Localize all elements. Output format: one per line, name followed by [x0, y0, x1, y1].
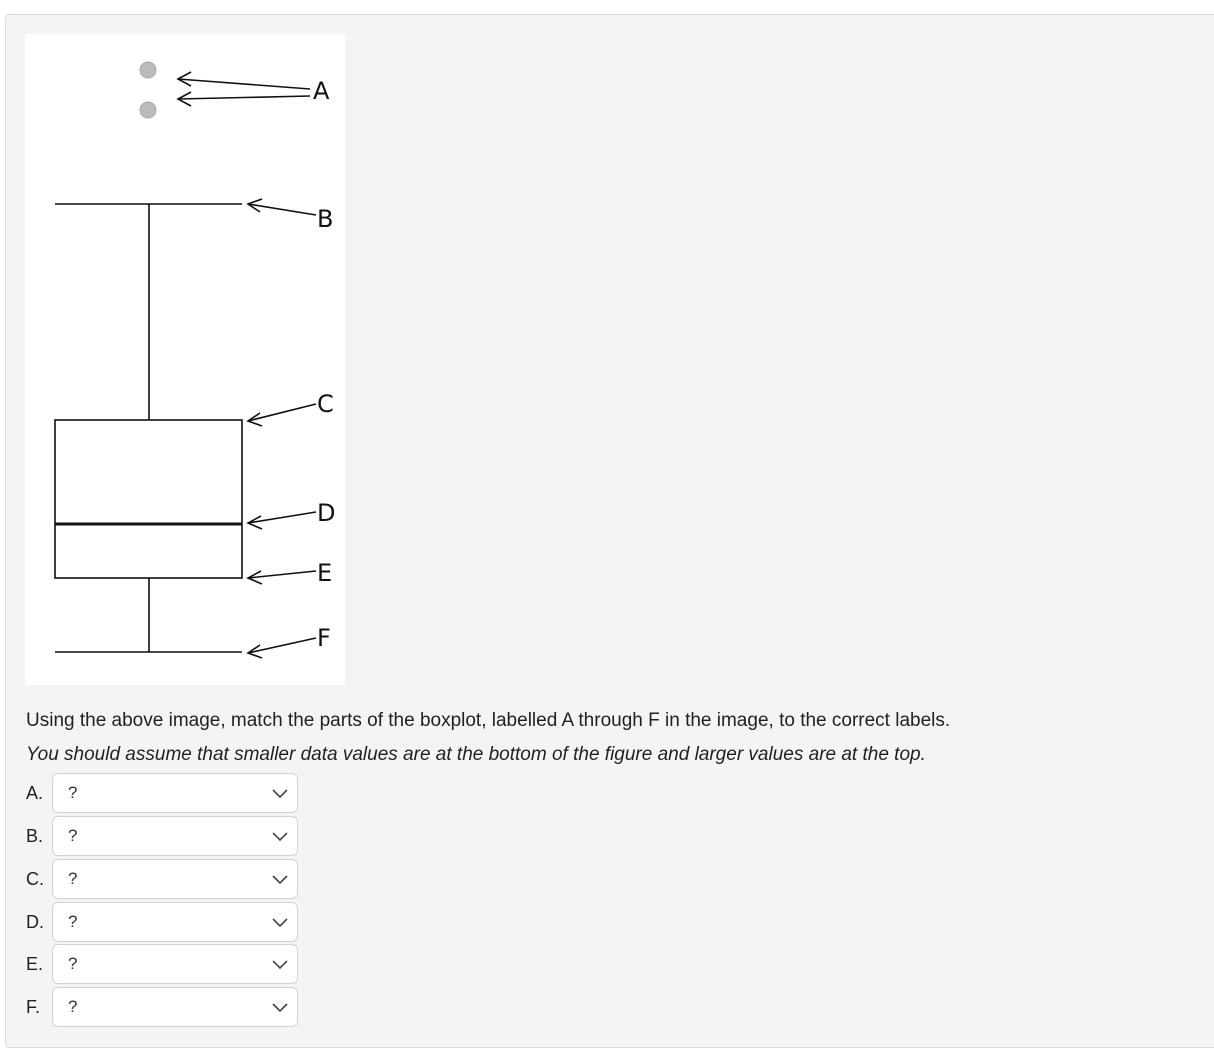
answer-label: F.: [26, 996, 41, 1017]
arrow-d: [248, 512, 316, 529]
outlier-point: [140, 62, 156, 78]
label-b: B: [317, 205, 334, 233]
answer-row-a: [26, 772, 298, 814]
chevron-down-icon: [271, 916, 289, 928]
arrow-c: [248, 404, 316, 426]
answer-row-f: [26, 986, 298, 1028]
arrow-b: [248, 199, 316, 215]
question-text: Using the above image, match the parts of the boxplot, labelled A through F in the image, to the correct labels.: [26, 710, 951, 731]
chevron-down-icon: [271, 958, 289, 970]
answer-row-b: [26, 815, 298, 857]
answer-label: C.: [26, 868, 44, 889]
label-e: E: [317, 559, 333, 587]
select-value: ?: [68, 783, 78, 802]
answer-label: B.: [26, 825, 44, 846]
answer-row-c: [26, 858, 298, 900]
select-value: ?: [68, 912, 78, 931]
label-f: F: [317, 624, 331, 652]
chevron-down-icon: [271, 830, 289, 842]
answer-select-c[interactable]: [52, 859, 298, 899]
answer-select-d[interactable]: [52, 902, 298, 942]
arrow-f: [248, 638, 316, 658]
arrow-a2: [178, 92, 310, 106]
question-note: You should assume that smaller data values are at the bottom of the figure and larger values are at the top.: [26, 744, 926, 765]
boxplot-figure: [25, 34, 345, 685]
answer-row-e: [26, 943, 298, 985]
answer-label: A.: [26, 782, 44, 803]
arrow-a1: [178, 72, 310, 89]
answer-select-e[interactable]: [52, 944, 298, 984]
label-d: D: [317, 499, 336, 527]
answer-label: D.: [26, 911, 44, 932]
select-value: ?: [68, 997, 78, 1016]
boxplot-svg: [25, 34, 345, 685]
select-value: ?: [68, 954, 78, 973]
answer-row-d: [26, 901, 298, 943]
chevron-down-icon: [271, 1001, 289, 1013]
answer-select-a[interactable]: [52, 773, 298, 813]
outlier-point: [140, 102, 156, 118]
answer-select-f[interactable]: [52, 987, 298, 1027]
select-value: ?: [68, 869, 78, 888]
select-value: ?: [68, 826, 78, 845]
chevron-down-icon: [271, 873, 289, 885]
label-a: A: [313, 77, 330, 105]
chevron-down-icon: [271, 787, 289, 799]
answer-label: E.: [26, 953, 44, 974]
label-c: C: [317, 390, 334, 418]
box: [55, 420, 242, 578]
answer-select-b[interactable]: [52, 816, 298, 856]
arrow-e: [248, 571, 316, 584]
